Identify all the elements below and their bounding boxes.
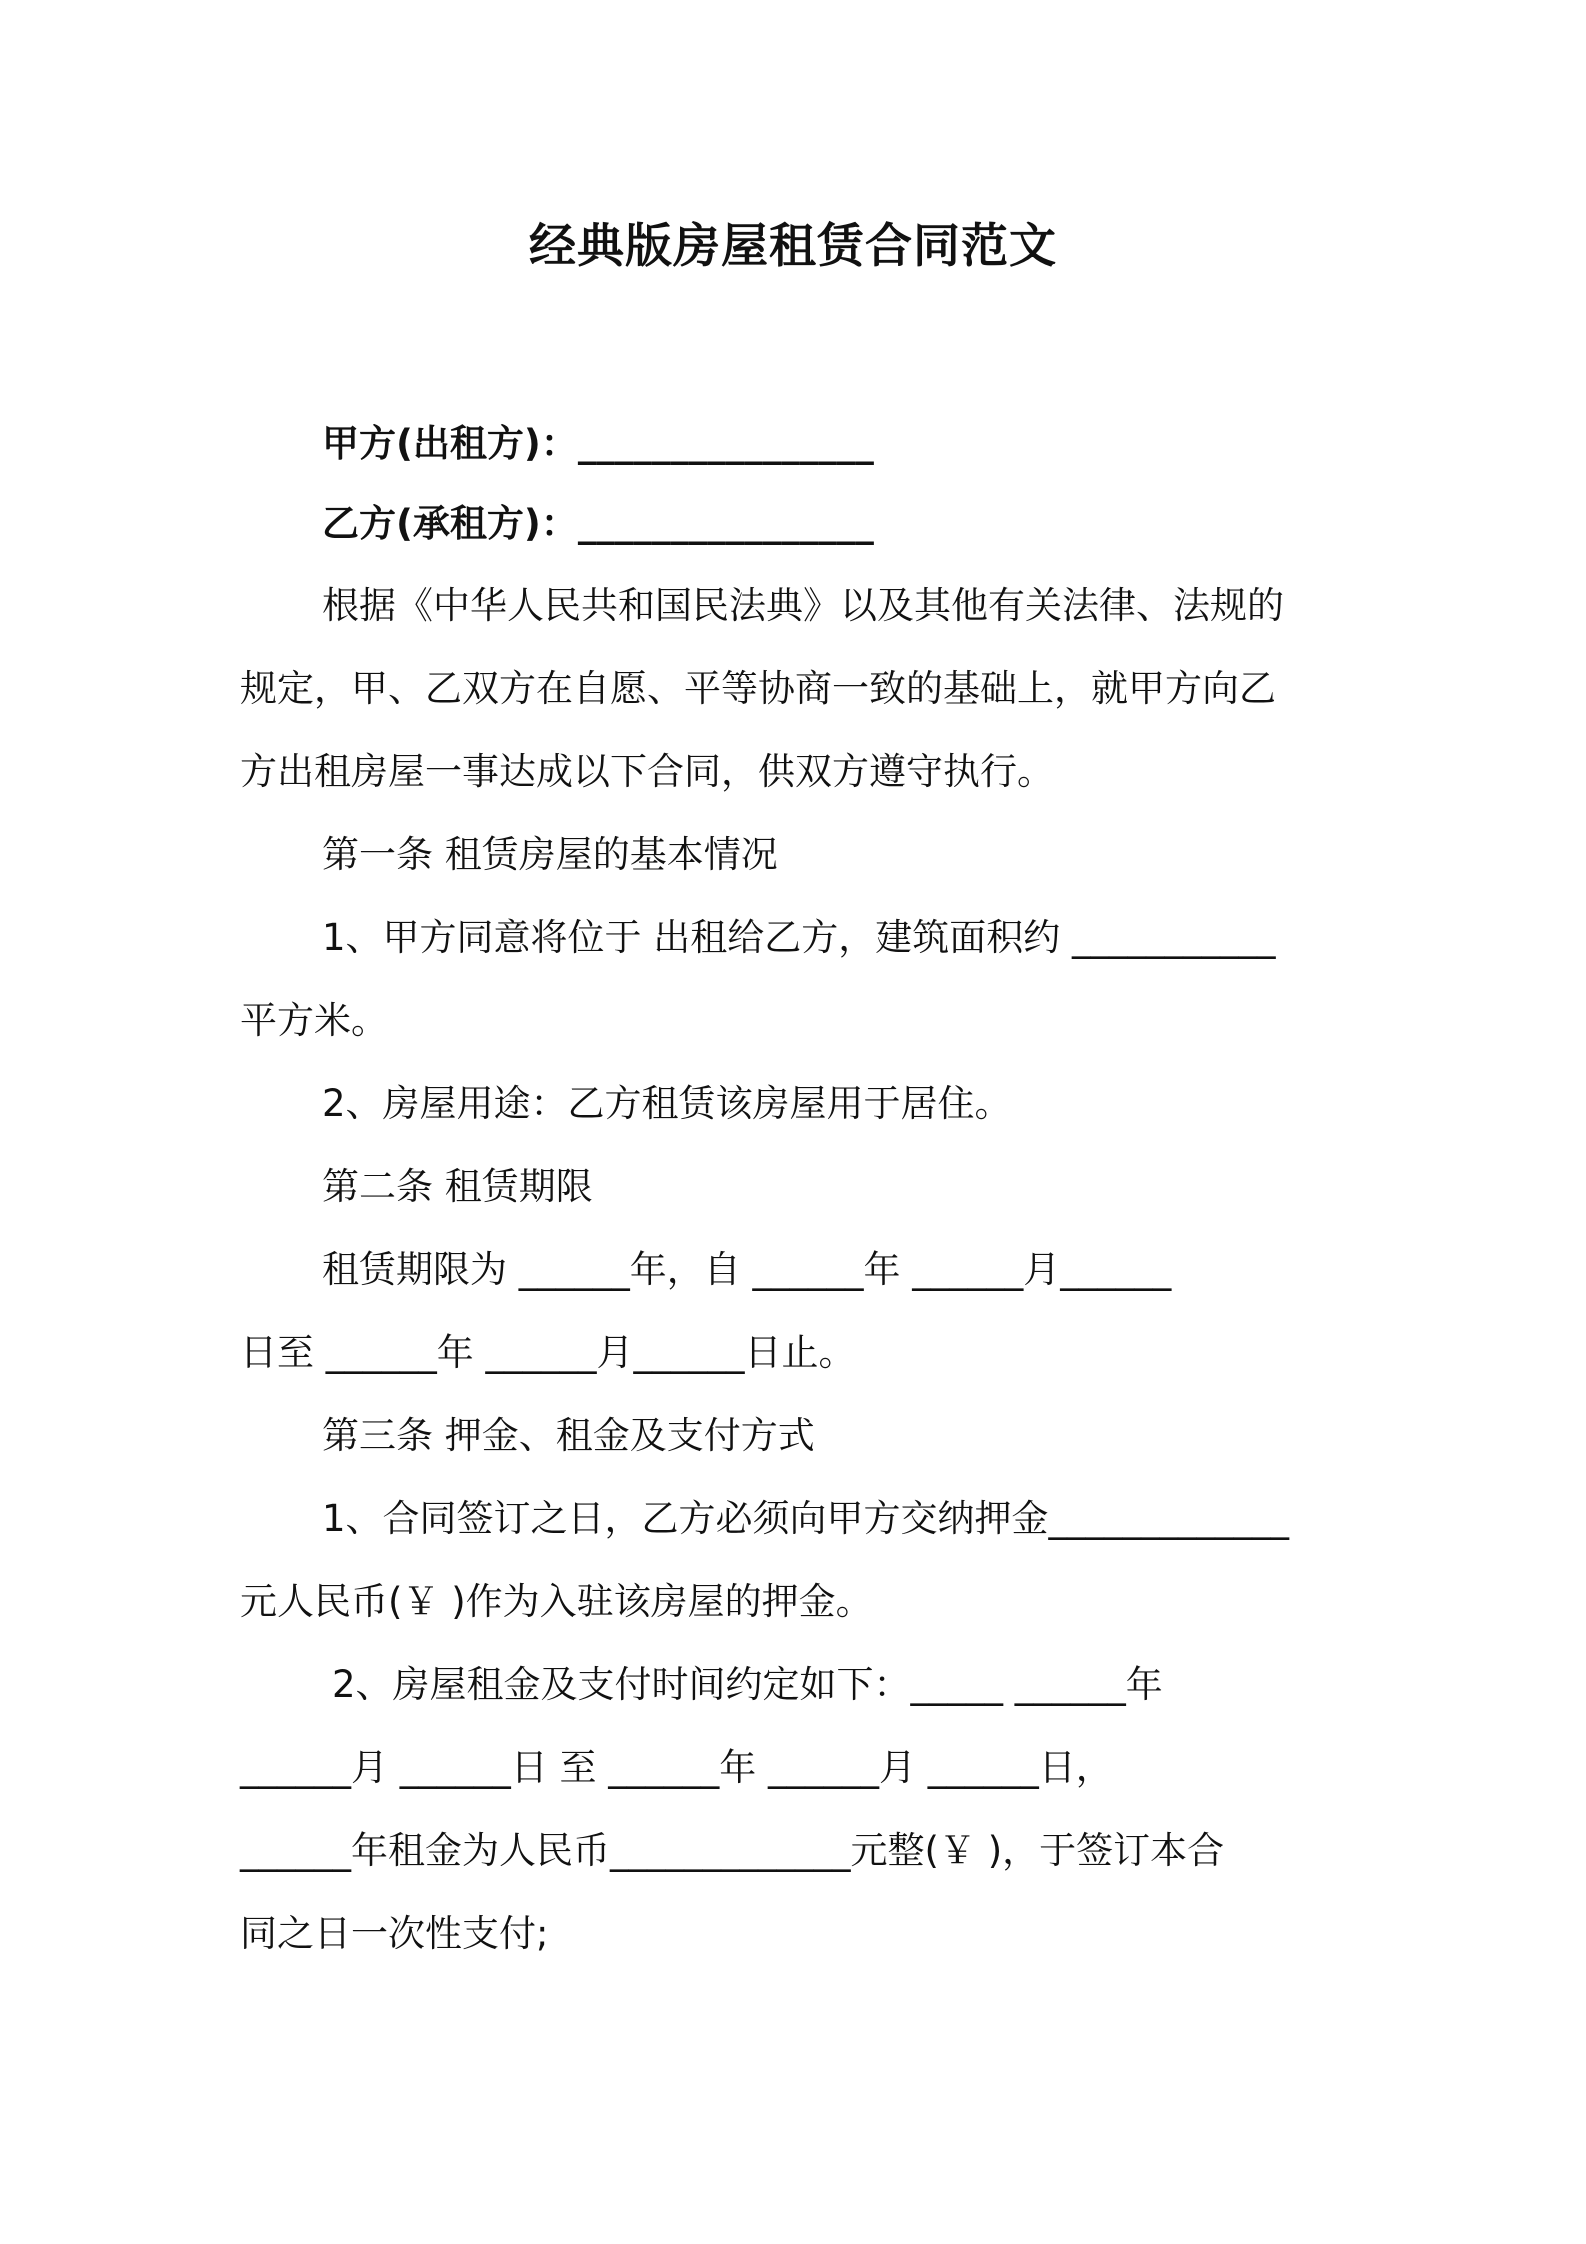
article-3-item-1-line-1: 1、合同签订之日，乙方必须向甲方交纳押金_____________	[322, 1497, 1290, 1540]
article-1-heading: 第一条 租赁房屋的基本情况	[322, 833, 778, 876]
article-3-item-2-line-1: 2、房屋租金及支付时间约定如下：_____ ______年	[332, 1663, 1163, 1706]
intro-line-1: 根据《中华人民共和国民法典》以及其他有关法律、法规的	[322, 584, 1284, 627]
article-3-item-2-line-4: 同之日一次性支付;	[240, 1912, 549, 1955]
party-b-line: 乙方(承租方)：________________	[322, 502, 874, 545]
article-1-item-2: 2、房屋用途：乙方租赁该房屋用于居住。	[322, 1082, 1012, 1125]
document-title: 经典版房屋租赁合同范文	[529, 219, 1057, 274]
article-2-line-2: 日至 ______年 ______月______日止。	[240, 1331, 856, 1374]
article-3-item-2-line-3: ______年租金为人民币_____________元整(￥ )，于签订本合	[240, 1829, 1225, 1872]
intro-line-3: 方出租房屋一事达成以下合同，供双方遵守执行。	[240, 750, 1054, 793]
article-3-heading: 第三条 押金、租金及支付方式	[322, 1414, 815, 1457]
article-2-heading: 第二条 租赁期限	[322, 1165, 593, 1208]
intro-line-2: 规定，甲、乙双方在自愿、平等协商一致的基础上，就甲方向乙	[240, 667, 1276, 710]
article-3-item-2-line-2: ______月 ______日 至 ______年 ______月 ______日，	[240, 1746, 1113, 1789]
party-a-line: 甲方(出租方)：________________	[322, 422, 874, 465]
article-1-item-1-line-2: 平方米。	[240, 999, 388, 1042]
article-3-item-1-line-2: 元人民币(￥ )作为入驻该房屋的押金。	[240, 1580, 873, 1623]
article-1-item-1-line-1: 1、甲方同意将位于 出租给乙方，建筑面积约 ___________	[322, 916, 1276, 959]
article-2-line-1: 租赁期限为 ______年，自 ______年 ______月______	[322, 1248, 1172, 1291]
